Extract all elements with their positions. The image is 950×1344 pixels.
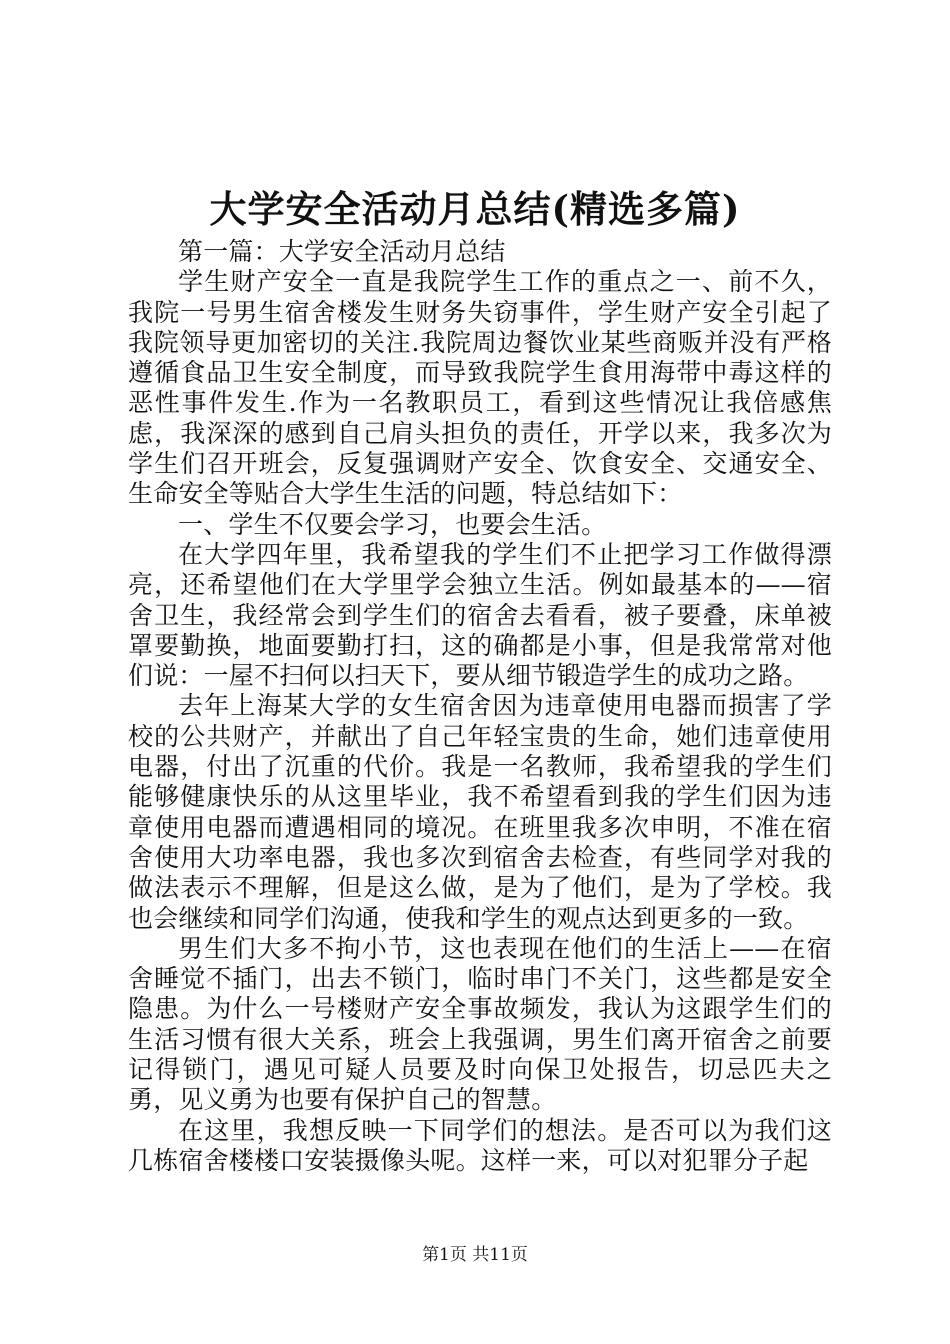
paragraph: 在大学四年里，我希望我的学生们不止把学习工作做得漂亮，还希望他们在大学里学会独立生活。例如最基本的——宿舍卫生，我经常会到学生们的宿舍去看看，被子要叠，床单被罩要勤换，地面要勤打扫，这的确都是小事，但是我常常对他们说：一屋不扫何以扫天下，要从细节锻造学生的成功之路。 bbox=[128, 539, 832, 691]
document-title: 大学安全活动月总结(精选多篇) bbox=[209, 187, 741, 231]
paragraph: 去年上海某大学的女生宿舍因为违章使用电器而损害了学校的公共财产，并献出了自己年轻宝贵的生命，她们违章使用电器，付出了沉重的代价。我是一名教师，我希望我的学生们能够健康快乐的从这里毕业，我不希望看到我的学生们因为违章使用电器而遭遇相同的境况。在班里我多次申明，不准在宿舍使用大功率电器，我也多次到宿舍去检查，有些同学对我的做法表示不理解，但是这么做，是为了他们，是为了学校。我也会继续和同学们沟通，使我和学生的观点达到更多的一致。 bbox=[128, 691, 832, 933]
section-heading: 第一篇：大学安全活动月总结 bbox=[178, 237, 506, 266]
paragraph: 男生们大多不拘小节，这也表现在他们的生活上——在宿舍睡觉不插门，出去不锁门，临时串门不关门，这些都是安全隐患。为什么一号楼财产安全事故频发，我认为这跟学生们的生活习惯有很大关系，班会上我强调，男生们离开宿舍之前要记得锁门，遇见可疑人员要及时向保卫处报告，切忌匹夫之勇，见义勇为也要有保护自己的智慧。 bbox=[128, 933, 832, 1115]
paragraph: 在这里，我想反映一下同学们的想法。是否可以为我们这几栋宿舍楼楼口安装摄像头呢。这样一来，可以对犯罪分子起 bbox=[128, 1115, 832, 1175]
subsection-heading: 一、学生不仅要会学习，也要会生活。 bbox=[178, 509, 607, 539]
document-body bbox=[128, 237, 832, 1176]
paragraph: 学生财产安全一直是我院学生工作的重点之一、前不久，我院一号男生宿舍楼发生财务失窃事件，学生财产安全引起了我院领导更加密切的关注.我院周边餐饮业某些商贩并没有严格遵循食品卫生安全制度，而导致我院学生食用海带中毒这样的恶性事件发生.作为一名教职员工，看到这些情况让我倍感焦虑，我深深的感到自己肩头担负的责任，开学以来，我多次为学生们召开班会，反复强调财产安全、饮食安全、交通安全、生命安全等贴合大学生生活的问题，特总结如下： bbox=[128, 267, 832, 509]
page-footer: 第1页 共11页 bbox=[422, 1245, 528, 1265]
